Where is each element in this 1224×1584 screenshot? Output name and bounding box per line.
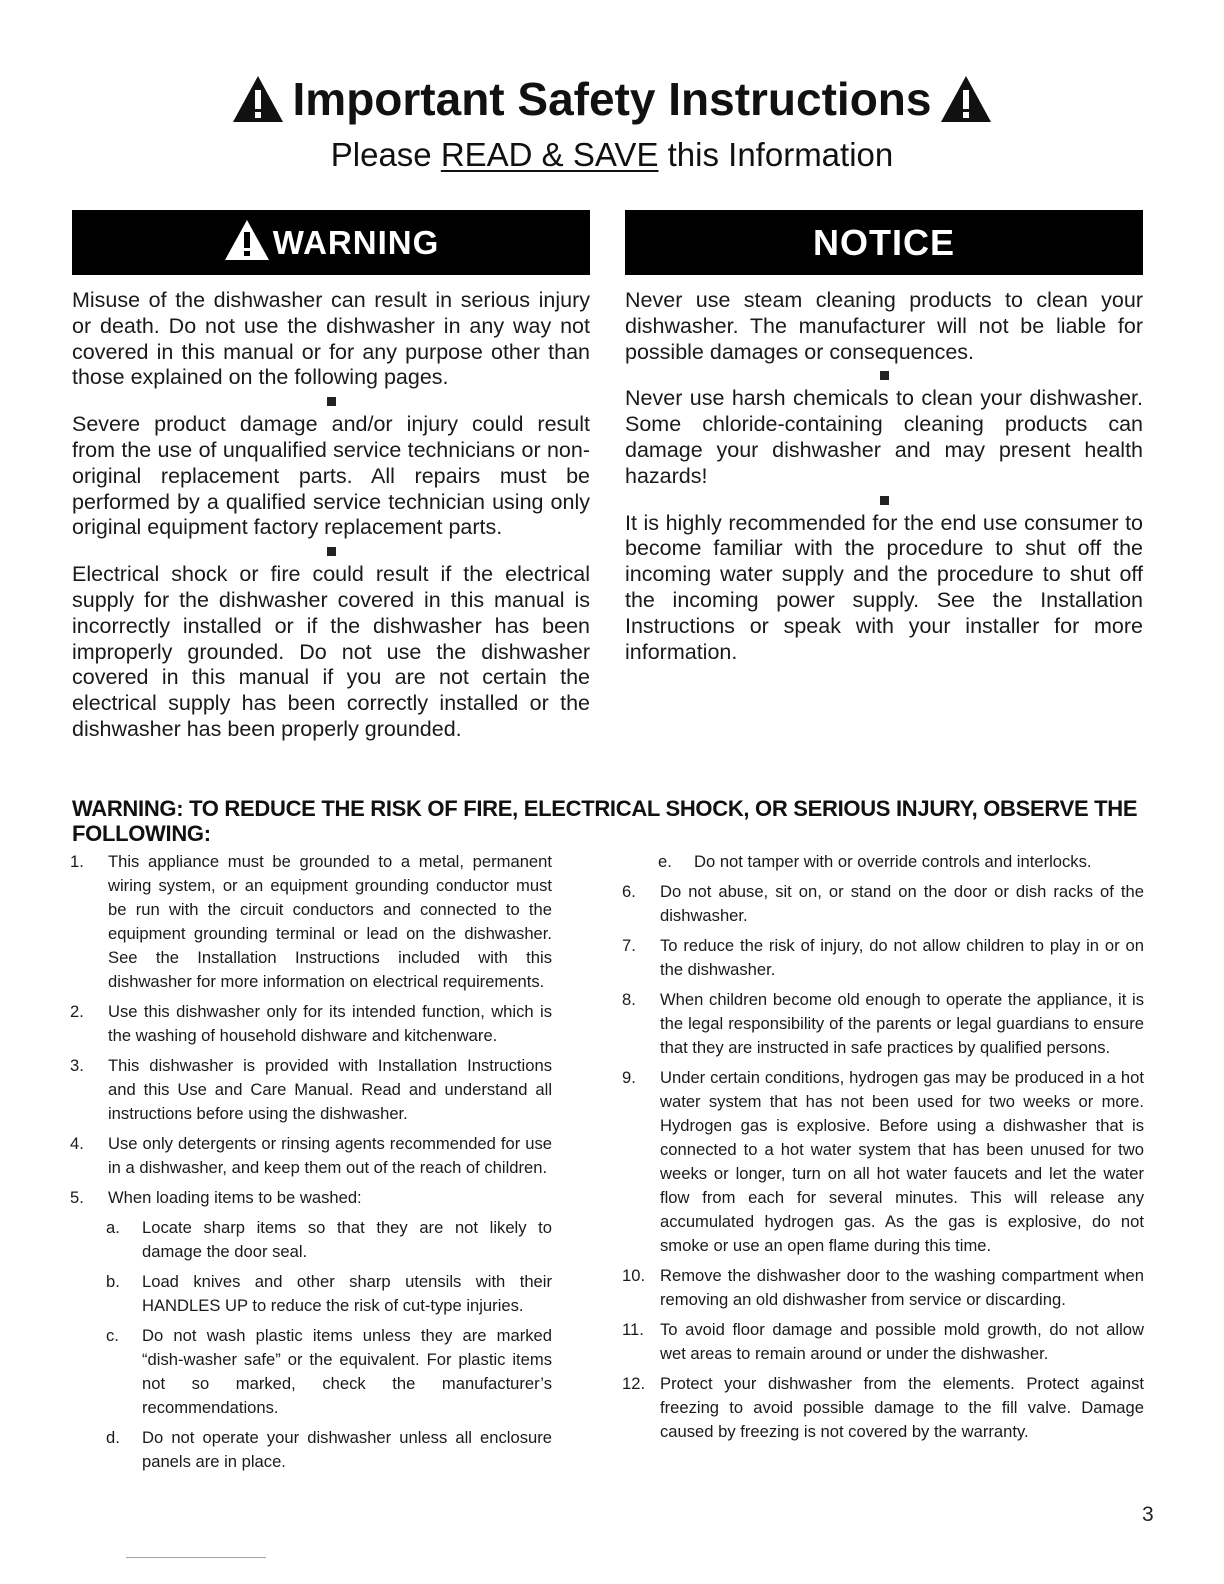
list-number: 3. (70, 1056, 84, 1075)
warning-triangle-icon (939, 74, 993, 124)
list-text: Locate sharp items so that they are not likely to damage the door seal. (142, 1218, 552, 1261)
list-item (70, 850, 552, 994)
list-item (622, 1372, 1144, 1444)
list-item (70, 1186, 552, 1210)
list-text: Do not abuse, sit on, or stand on the door or dish racks of the dishwasher. (660, 882, 1144, 925)
notice-text-column (625, 288, 1143, 665)
list-text: Do not tamper with or override controls and interlocks. (694, 852, 1092, 871)
page-title (231, 70, 994, 128)
list-item (622, 988, 1144, 1060)
separator-bullet (880, 371, 889, 380)
notice-paragraph: Never use harsh chemicals to clean your dishwasher. Some chloride-containing cleaning products can damage your dishwasher and may present health hazards! (625, 386, 1143, 488)
list-number: 6. (622, 882, 636, 901)
section-heading: WARNING: TO REDUCE THE RISK OF FIRE, ELECTRICAL SHOCK, OR SERIOUS INJURY, OBSERVE THE FOLLOWING: (72, 796, 1138, 846)
warning-paragraph: Electrical shock or fire could result if the electrical supply for the dishwasher covered in this manual is incorrectly installed or if the dishwasher has been improperly grounded. Do not use the dishwasher covered in this manual if you are not certain the electrical supply has been correctly installed or the dishwasher has been properly grounded. (72, 562, 590, 741)
warning-paragraph: Misuse of the dishwasher can result in serious injury or death. Do not use the dishwasher in any way not covered in this manual or for any purpose other than those explained on the following pages. (72, 288, 590, 390)
separator-bullet (880, 496, 889, 505)
list-number: 7. (622, 936, 636, 955)
notice-paragraph: Never use steam cleaning products to clean your dishwasher. The manufacturer will not be liable for possible damages or consequences. (625, 288, 1143, 364)
sub-list-item (70, 1270, 552, 1318)
list-text: When loading items to be washed: (108, 1188, 362, 1207)
list-number: 2. (70, 1002, 84, 1021)
page-number: 3 (1142, 1503, 1154, 1526)
notice-paragraph: It is highly recommended for the end use consumer to become familiar with the procedure to shut off the incoming water supply and the procedure to shut off the incoming power supply. See the Installation Instructions or speak with your installer for more information. (625, 510, 1143, 664)
list-item (622, 934, 1144, 982)
list-number: 12. (622, 1374, 646, 1393)
list-text: Remove the dishwasher door to the washing compartment when removing an old dishwasher from service or discarding. (660, 1266, 1144, 1309)
sub-list-item (622, 850, 1144, 874)
list-text: This appliance must be grounded to a metal, permanent wiring system, or an equipment grounding conductor must be run with the circuit conductors and connected to the equipment grounding terminal or lead on the dishwasher. See the Installation Instructions included with this dishwasher for more information on electrical requirements. (108, 852, 552, 991)
list-item (70, 1000, 552, 1048)
warning-banner (72, 210, 590, 275)
list-text: Do not wash plastic items unless they are marked “dish-washer safe” or the equivalent. For plastic items not so marked, check the manufacturer’s recommendations. (142, 1326, 552, 1417)
list-number: 10. (622, 1266, 646, 1285)
list-text: Do not operate your dishwasher unless all enclosure panels are in place. (142, 1428, 552, 1471)
list-number: 9. (622, 1068, 636, 1087)
list-number: 4. (70, 1134, 84, 1153)
safety-list-right (622, 850, 1144, 1450)
page-subtitle (0, 133, 1224, 177)
list-number: 8. (622, 990, 636, 1009)
list-text: When children become old enough to operate the appliance, it is the legal responsibility of the parents or legal guardians to ensure that they are instructed in safe practices by qualified persons. (660, 990, 1144, 1057)
title-block (0, 70, 1224, 177)
list-item (622, 1066, 1144, 1258)
warning-banner-label: WARNING (272, 223, 440, 261)
safety-list-left (70, 850, 552, 1480)
list-letter: a. (106, 1218, 120, 1237)
notice-banner-label: NOTICE (812, 221, 955, 263)
notice-banner (625, 210, 1143, 275)
separator-bullet (327, 397, 336, 406)
list-letter: b. (106, 1272, 120, 1291)
list-text: Use this dishwasher only for its intended function, which is the washing of household dishware and kitchenware. (108, 1002, 552, 1045)
list-text: Load knives and other sharp utensils with their HANDLES UP to reduce the risk of cut-type injuries. (142, 1272, 552, 1315)
subtitle-pre: Please (330, 136, 432, 173)
sub-list-item (70, 1216, 552, 1264)
list-number: 11. (622, 1320, 644, 1339)
subtitle-read-save: READ & SAVE (440, 136, 659, 173)
list-text: Use only detergents or rinsing agents recommended for use in a dishwasher, and keep them out of the reach of children. (108, 1134, 552, 1177)
list-item (622, 880, 1144, 928)
separator-bullet (327, 547, 336, 556)
sub-list-item (70, 1324, 552, 1420)
sub-list-item (70, 1426, 552, 1474)
list-text: This dishwasher is provided with Installation Instructions and this Use and Care Manual. Read and understand all instructions before using the dishwasher. (108, 1056, 552, 1123)
list-letter: d. (106, 1428, 120, 1447)
list-text: Under certain conditions, hydrogen gas may be produced in a hot water system that has not been used for two weeks or more. Hydrogen gas is explosive. Before using a dishwasher that is connected to a hot water system that has been unused for two weeks or longer, turn on all hot water faucets and let the water flow from each for several minutes. This will release any accumulated hydrogen gas. As the gas is explosive, do not smoke or use an open flame during this time. (660, 1068, 1144, 1255)
list-item (622, 1264, 1144, 1312)
list-item (622, 1318, 1144, 1366)
page-title-text: Important Safety Instructions (292, 73, 932, 125)
list-number: 5. (70, 1188, 84, 1207)
list-text: Protect your dishwasher from the elements. Protect against freezing to avoid possible damage to the fill valve. Damage caused by freezing is not covered by the warranty. (660, 1374, 1144, 1441)
warning-paragraph: Severe product damage and/or injury could result from the use of unqualified service technicians or non-original replacement parts. All repairs must be performed by a qualified service technician using only original equipment factory replacement parts. (72, 412, 590, 540)
list-letter: c. (106, 1326, 119, 1345)
list-text: To reduce the risk of injury, do not allow children to play in or on the dishwasher. (660, 936, 1144, 979)
list-text: To avoid floor damage and possible mold growth, do not allow wet areas to remain around or under the dishwasher. (660, 1320, 1144, 1363)
subtitle-post: this Information (667, 136, 894, 173)
list-item (70, 1054, 552, 1126)
footer-divider (126, 1557, 266, 1558)
list-item (70, 1132, 552, 1180)
list-letter: e. (658, 852, 672, 871)
warning-triangle-icon (223, 218, 271, 262)
list-number: 1. (70, 852, 84, 871)
warning-triangle-icon (231, 74, 285, 124)
warning-text-column (72, 288, 590, 743)
